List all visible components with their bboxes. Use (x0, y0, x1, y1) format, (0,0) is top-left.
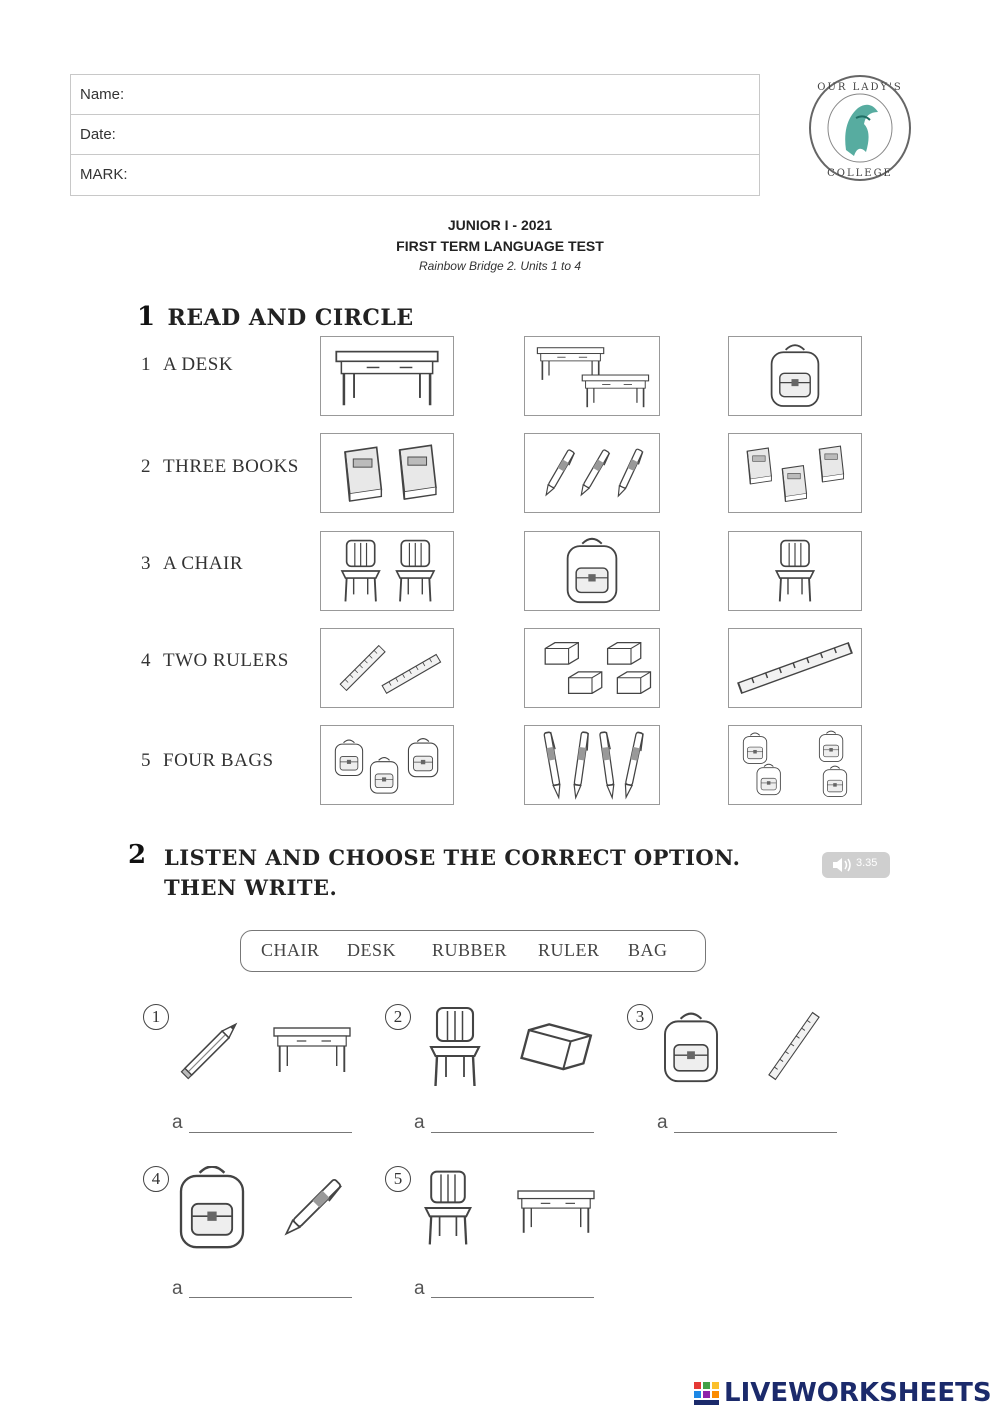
q5-option-b-four-pens[interactable] (524, 725, 660, 805)
item-3-ruler-picture[interactable] (752, 1008, 836, 1084)
item-2-answer-line[interactable] (431, 1132, 594, 1133)
item-5-desk-picture[interactable] (514, 1182, 598, 1238)
question-3-label: 3 A CHAIR (141, 553, 244, 574)
q3-option-a-two-chairs[interactable] (320, 531, 454, 611)
item-3-number: 3 (627, 1004, 653, 1030)
student-info-box (70, 74, 760, 196)
svg-text:COLLEGE: COLLEGE (827, 168, 893, 179)
question-4-label: 4 TWO RULERS (141, 650, 289, 671)
date-field[interactable]: Date: (71, 115, 759, 155)
speaker-icon (828, 852, 856, 878)
q2-option-a-two-books[interactable] (320, 433, 454, 513)
audio-track-button[interactable] (822, 852, 890, 878)
item-3-answer-line[interactable] (674, 1132, 837, 1133)
section-2-title (164, 843, 740, 903)
item-3-prefix: a (657, 1112, 668, 1133)
item-4-pen-picture[interactable] (270, 1170, 354, 1246)
item-4-number: 4 (143, 1166, 169, 1192)
question-2-label: 2 THREE BOOKS (141, 456, 299, 477)
item-2-number: 2 (385, 1004, 411, 1030)
q4-option-c-ruler[interactable] (728, 628, 862, 708)
title-subtitle: Rainbow Bridge 2. Units 1 to 4 (418, 259, 582, 273)
q5-option-c-four-bags[interactable] (728, 725, 862, 805)
section-1-heading (137, 302, 414, 332)
q3-option-b-backpack[interactable] (524, 531, 660, 611)
audio-track-number: 3.35 (856, 857, 878, 869)
q1-option-b-two-desks[interactable] (524, 336, 660, 416)
q1-option-c-backpack[interactable] (728, 336, 862, 416)
item-5-prefix: a (414, 1278, 425, 1299)
word-bank (240, 930, 706, 972)
name-field[interactable]: Name: (71, 75, 759, 115)
question-1-label: 1 A DESK (141, 354, 234, 375)
question-5-label: 5 FOUR BAGS (141, 750, 274, 771)
q4-option-a-two-rulers[interactable] (320, 628, 454, 708)
q4-option-b-four-rubbers[interactable] (524, 628, 660, 708)
section-2-title-line-1: LISTEN AND CHOOSE THE CORRECT OPTION. (164, 845, 741, 870)
item-4-prefix: a (172, 1278, 183, 1299)
section-2-title-line-2: THEN WRITE. (164, 875, 338, 900)
item-2-chair-picture[interactable] (420, 1005, 490, 1089)
q3-option-c-chair[interactable] (728, 531, 862, 611)
item-4-answer-line[interactable] (189, 1297, 352, 1298)
item-5-number: 5 (385, 1166, 411, 1192)
test-title (300, 215, 700, 275)
item-1-pencil-picture[interactable] (172, 1010, 252, 1086)
liveworksheets-icon (694, 1382, 720, 1406)
word-bank-item: CHAIR (261, 940, 320, 960)
item-5-answer-line[interactable] (431, 1297, 594, 1298)
word-bank-item: DESK (347, 940, 397, 960)
word-bank-item: BAG (628, 940, 668, 960)
item-1-desk-picture[interactable] (270, 1018, 354, 1078)
q2-option-c-three-books[interactable] (728, 433, 862, 513)
q1-option-a-desk[interactable] (320, 336, 454, 416)
item-1-number: 1 (143, 1004, 169, 1030)
item-2-prefix: a (414, 1112, 425, 1133)
item-2-rubber-picture[interactable] (514, 1016, 594, 1080)
section-1-number: 1 (137, 302, 156, 332)
item-3-bag-picture[interactable] (656, 1008, 726, 1088)
section-2-heading (128, 840, 146, 870)
q2-option-b-three-pens[interactable] (524, 433, 660, 513)
item-4-bag-picture[interactable] (172, 1166, 252, 1250)
title-line-1: JUNIOR I - 2021 (447, 217, 553, 233)
title-line-2: FIRST TERM LANGUAGE TEST (396, 238, 604, 254)
section-1-title: READ AND CIRCLE (167, 305, 414, 331)
word-bank-item: RULER (538, 940, 600, 960)
q5-option-a-three-bags[interactable] (320, 725, 454, 805)
svg-text:OUR LADY'S: OUR LADY'S (817, 82, 903, 93)
item-5-chair-picture[interactable] (420, 1166, 476, 1250)
liveworksheets-logo[interactable] (694, 1378, 994, 1408)
item-1-prefix: a (172, 1112, 183, 1133)
section-2-number: 2 (128, 840, 147, 870)
college-logo (806, 72, 914, 184)
mark-field[interactable]: MARK: (80, 166, 128, 183)
liveworksheets-brand: LIVEWORKSHEETS (724, 1378, 992, 1408)
word-bank-item: RUBBER (432, 940, 508, 960)
item-1-answer-line[interactable] (189, 1132, 352, 1133)
